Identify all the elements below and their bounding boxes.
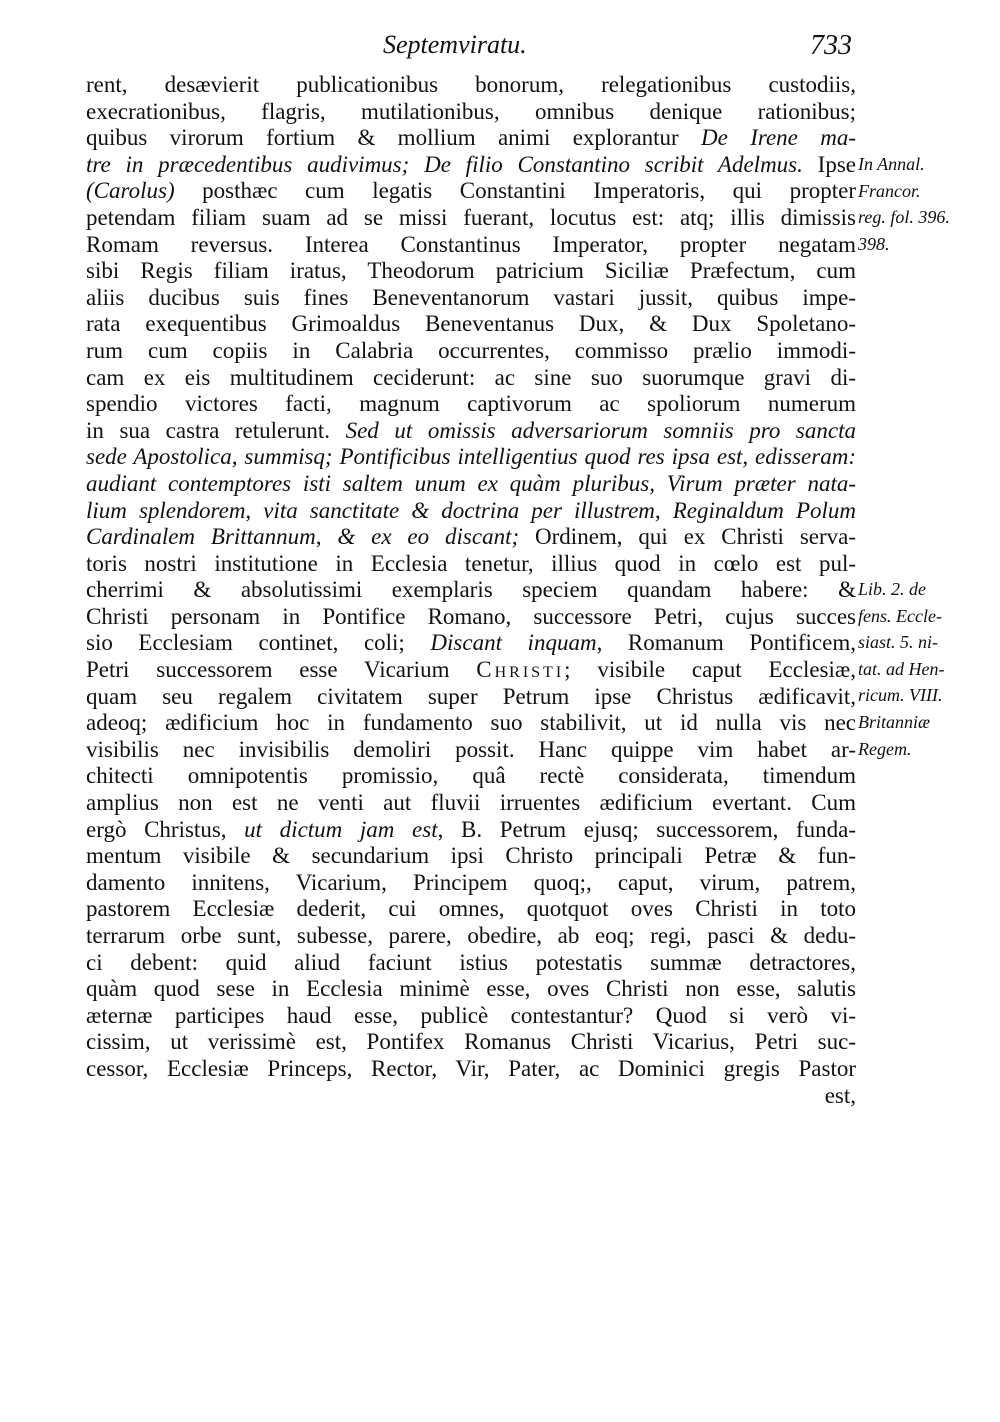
- italic-text: audiant contemptores isti saltem unum ex quàm pluribus, Virum præter nata-: [86, 470, 856, 496]
- text-line: [86, 232, 856, 259]
- text-segment: Petri successorem esse Vicarium: [86, 657, 477, 683]
- margin-note-line: In Annal.: [858, 154, 925, 174]
- text-segment: æternæ participes haud esse, publicè contestantur? Quod si verò vi-: [86, 1002, 856, 1028]
- margin-note-line: Regem.: [858, 738, 912, 759]
- text-line: [86, 843, 856, 870]
- text-segment: , Romanum Pontificem,: [596, 630, 856, 656]
- text-line: [86, 763, 856, 790]
- text-segment: cherrimi & absolutissimi exemplaris speciem quandam habere: &: [86, 577, 856, 603]
- italic-text: Sed ut omissis adversariorum somniis pro sancta: [345, 417, 856, 443]
- margin-note-line: ricum. VIII.: [858, 685, 943, 706]
- margin-note-polus: [858, 576, 993, 762]
- text-line: [86, 365, 856, 392]
- text-segment: quàm quod sese in Ecclesia minimè esse, oves Christi non esse, salutis: [86, 976, 856, 1002]
- text-line: [86, 923, 856, 950]
- italic-text: tre in præcedentibus audivimus; De filio Constantino scribit Adelmus.: [86, 151, 803, 177]
- text-line: [86, 524, 856, 551]
- text-segment: quam seu regalem civitatem super Petrum ipse Christus ædificavit,: [86, 683, 856, 709]
- text-line: [86, 1083, 856, 1110]
- text-line: [86, 1056, 856, 1083]
- text-line: [86, 1029, 856, 1056]
- text-line: [86, 976, 856, 1003]
- text-segment: toris nostri institutione in Ecclesia tenetur, illius quod in cœlo est pul-: [86, 550, 856, 576]
- text-line: [86, 125, 856, 152]
- text-segment: , B. Petrum ejusq; successorem, funda-: [437, 816, 856, 842]
- margin-note-line: Lib. 2. de: [858, 579, 927, 599]
- text-line: [86, 99, 856, 126]
- text-line: [86, 498, 856, 525]
- text-segment: rent, desævierit publicationibus bonorum, relegationibus custodiis,: [86, 72, 856, 97]
- text-segment: visibilis nec invisibilis demoliri possit. Hanc quippe vim habet ar-: [86, 736, 856, 762]
- text-line: [86, 391, 856, 418]
- text-segment: cissim, ut verissimè est, Pontifex Romanus Christi Vicarius, Petri suc-: [86, 1029, 856, 1055]
- text-line: [86, 657, 856, 684]
- text-line: [86, 471, 856, 498]
- margin-note-line: Britanniæ: [858, 711, 931, 732]
- italic-text: sede Apostolica, summisq; Pontificibus intelligentius quod res ipsa est, edisseram:: [86, 444, 856, 470]
- text-segment: execrationibus, flagris, mutilationibus, omnibus denique rationibus;: [86, 98, 856, 124]
- text-segment: in sua castra retulerunt.: [86, 417, 346, 443]
- margin-note-line: reg. fol. 396.: [858, 207, 950, 228]
- text-segment: ; visibile caput Ecclesiæ,: [564, 657, 856, 683]
- margin-note-line: fens. Eccle-: [858, 605, 942, 626]
- text-line: [86, 790, 856, 817]
- text-line: [86, 418, 856, 445]
- text-segment: cessor, Ecclesiæ Princeps, Rector, Vir, Pater, ac Dominici gregis Pastor: [86, 1055, 856, 1081]
- italic-text: (Carolus): [86, 178, 175, 204]
- text-segment: sio Ecclesiam continet, coli;: [86, 630, 431, 656]
- text-line: [86, 630, 856, 657]
- text-line: [86, 205, 856, 232]
- margin-note-annales: [858, 151, 993, 257]
- margin-note-line: Francor.: [858, 180, 921, 201]
- text-line: [86, 870, 856, 897]
- text-segment: rata exequentibus Grimoaldus Beneventanus Dux, & Dux Spoletano-: [86, 311, 856, 337]
- text-segment: aliis ducibus suis fines Beneventanorum vastari jussit, quibus impe-: [86, 284, 856, 310]
- text-line: [86, 950, 856, 977]
- text-line: [86, 577, 856, 604]
- text-segment: ergò Christus,: [86, 816, 245, 842]
- running-head: Septemviratu.: [383, 30, 527, 59]
- text-segment: quibus virorum fortium & mollium animi explorantur: [86, 125, 702, 151]
- text-segment: damento innitens, Vicarium, Principem quoq;, caput, virum, patrem,: [86, 869, 856, 895]
- text-line: [86, 896, 856, 923]
- text-segment: posthæc cum legatis Constantini Imperatoris, qui propter: [174, 178, 856, 204]
- text-segment: Ipse: [802, 151, 856, 177]
- text-line: [86, 737, 856, 764]
- text-line: [86, 817, 856, 844]
- text-line: [86, 604, 856, 631]
- text-segment: rum cum copiis in Calabria occurrentes, commisso prælio immodi-: [86, 337, 856, 363]
- text-segment: ci debent: quid aliud faciunt istius potestatis summæ detractores,: [86, 949, 856, 975]
- text-segment: amplius non est ne venti aut fluvii irruentes ædificium evertant. Cum: [86, 790, 856, 816]
- text-segment: terrarum orbe sunt, subesse, parere, obedire, ab eoq; regi, pasci & dedu-: [86, 923, 856, 948]
- margin-note-line: tat. ad Hen-: [858, 658, 945, 679]
- margin-note-line: 398.: [858, 233, 890, 254]
- text-line: [86, 152, 856, 179]
- text-line: [86, 258, 856, 285]
- text-segment: Ordinem, qui ex Christi serva-: [519, 524, 856, 550]
- text-line: [86, 178, 856, 205]
- text-line: [86, 72, 856, 99]
- italic-text: ut dictum jam est: [244, 816, 438, 842]
- text-segment: adeoq; ædificium hoc in fundamento suo stabilivit, ut id nulla vis nec: [86, 710, 856, 736]
- text-segment: spendio victores facti, magnum captivorum ac spoliorum numerum: [86, 391, 856, 417]
- italic-text: Discant inquam: [430, 630, 597, 656]
- margin-note-line: siast. 5. ni-: [858, 632, 939, 653]
- text-segment: cam ex eis multitudinem ceciderunt: ac sine suo suorumque gravi di-: [86, 364, 856, 390]
- text-line: [86, 710, 856, 737]
- text-segment: petendam filiam suam ad se missi fuerant, locutus est: atq; illis dimissis: [86, 204, 856, 230]
- text-segment: sibi Regis filiam iratus, Theodorum patricium Siciliæ Præfectum, cum: [86, 258, 856, 284]
- text-segment: Romam reversus. Interea Constantinus Imperator, propter negatam: [86, 231, 856, 257]
- main-text-block: [86, 72, 856, 1109]
- text-segment: pastorem Ecclesiæ dederit, cui omnes, quotquot oves Christi in toto: [86, 896, 856, 922]
- italic-text: Cardinalem Brittannum, & ex eo discant;: [86, 524, 520, 550]
- text-line: [86, 1003, 856, 1030]
- text-segment: Christi personam in Pontifice Romano, successore Petri, cujus succes: [86, 603, 856, 629]
- text-line: [86, 311, 856, 338]
- page-number: 733: [810, 30, 852, 61]
- italic-text: lium splendorem, vita sanctitate & doctrina per illustrem, Reginaldum Polum: [86, 497, 856, 523]
- text-line: [86, 684, 856, 711]
- text-line: [86, 444, 856, 471]
- text-line: [86, 285, 856, 312]
- text-line: [86, 551, 856, 578]
- text-line: [86, 338, 856, 365]
- text-segment: chitecti omnipotentis promissio, quâ rectè considerata, timendum: [86, 763, 856, 789]
- text-segment: mentum visibile & secundarium ipsi Christo principali Petræ & fun-: [86, 843, 856, 869]
- text-segment: Christi: [476, 657, 565, 683]
- italic-text: De Irene ma-: [701, 125, 856, 151]
- text-segment: est,: [824, 1082, 856, 1108]
